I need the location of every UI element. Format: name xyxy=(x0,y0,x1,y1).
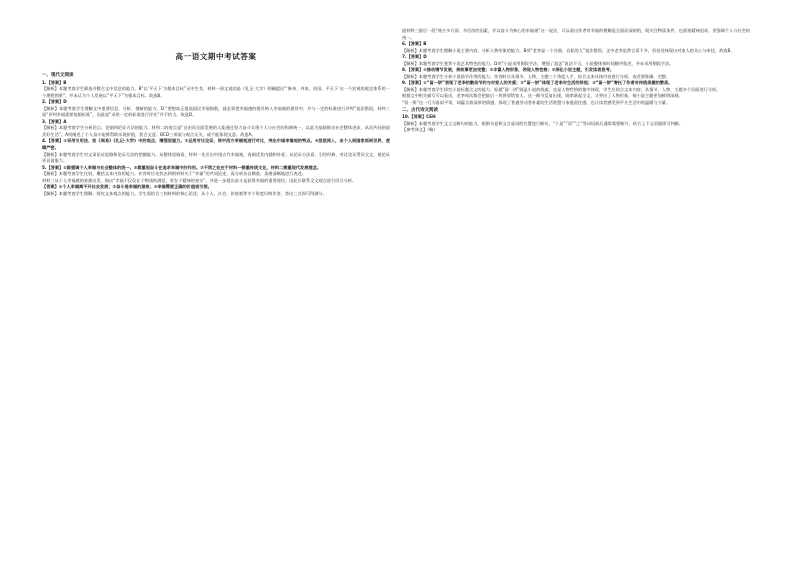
answer-line: 3.【答案】A xyxy=(42,118,67,124)
answer-line: 5.【答案】①都强调个人幸福与社会整体的统一。②都重视奋斗在追求幸福中的作用。③不同之处在于材料一侧重传统文化，材料二侧重现代发展理念。 xyxy=(42,164,321,170)
answer-line: 2.【答案】D xyxy=(42,99,67,105)
page-title: 高一语文期中考试答案 xyxy=(175,52,257,61)
answer-line: 7.【答案】D xyxy=(402,54,427,60)
left-column xyxy=(42,30,390,536)
right-column xyxy=(402,28,750,538)
paragraph: 【解析】本题考查学生理解文中重要信息、分析、推断的能力。D.“要想真正提高国民幸福指数，就必须把幸福感的提升纳入幸福观的建设中，并与一定的标准进行评判”说法错误，材料三说“评判幸福需要依据标准”，因此说“采用一定的标准进行评比”并不恰当。故选D。 xyxy=(42,105,390,118)
paragraph: 【解析】本题考查学生探究小说标题含义的能力。标题“留一饼”既是小说的线索，也是人物性格的集中体现，学生应结合文本内容，从情节、人物、主题多个层面进行分析。 xyxy=(402,86,721,92)
answer-line: 【答案】①个人幸福离不开社会发展；②奋斗是幸福的源泉；③幸福需要正确的价值观引领。 xyxy=(42,184,212,190)
section-heading: 二、古代诗文阅读 xyxy=(402,107,438,113)
answer-line: 10.【答案】CEH xyxy=(402,114,436,120)
paragraph: 材料三从个人幸福感的来源出发，指出“幸福不仅仅在于物质的满足，更在于精神的充实”，并进一步提出奋斗是获得幸福的重要途径。因此应联系全文观点进行综合分析。 xyxy=(42,177,357,183)
answer-line: 4.【答案】①采用引用法，如《周易》《礼记·大学》中的观点，增强说服力。②运用对比论证，将中西方幸福观进行对比，突出中国幸福观的特点。③层层深入，由个人到国家再到世界，逻辑严密。 xyxy=(42,138,390,151)
section-heading: 一、现代文阅读 xyxy=(42,73,74,78)
paragraph: 根据文中相关描写可以看出，老李每次都会把最后一块饼留给家人，这一细节反复出现，既串联起全文，又突出了人物形象，使小说主题更加鲜明深刻。 xyxy=(402,93,683,99)
paragraph: 提材料三最后一段“统合多方面、多层次的因素，并以奋斗为核心的幸福观”这一说法，可以看出作者对幸福的理解是全面而深刻的，既关注物质条件，也重视精神追求，更强调个人与社会的统一。 xyxy=(402,28,750,40)
paragraph: 【解析】本题考查学生理解、探究文本观点的能力。学生需结合三则材料的核心论述，从个人、社会、价值观等多个角度归纳作答，答出三点即可得满分。 xyxy=(42,190,327,196)
paragraph: “留一饼”这一行为看似平常，却蕴含着深厚的情感，体现了普通劳动者朴素的生活智慧与家庭责任感，也让读者感受到平凡生活中的温暖与力量。 xyxy=(402,100,671,106)
paragraph: 【参考译文】（略） xyxy=(402,127,438,133)
paragraph: 【解析】本题考查学生理解小说主要内容、分析人物形象的能力。B项“老李是一个冷漠、自私的人”说法错误，文中老李虽然言语不多，但处处体现出对家人的关心与牵挂，故选B。 xyxy=(402,47,735,53)
answer-line: 6.【答案】B xyxy=(402,41,427,47)
paragraph: 【解析】本题考查学生文言文断句的能力。根据句意和文言虚词的位置进行断句，“于是”“而”“之”等词语前后通常需要断开，结合上下文语境即可判断。 xyxy=(402,120,684,126)
answer-line: 8.【答案】①推动情节发展，使故事更加完整；②丰富人物形象，表现人物性格；③深化小说主题，引发读者思考。 xyxy=(402,67,614,73)
paragraph: 【解析】本题考查学生比较、概括文本内容的能力。作答时应先找出两则材料关于“幸福”的共同论述，再分析各自侧重，条理清晰地进行表述。 xyxy=(42,171,306,177)
paragraph: 【解析】本题考查学生筛选并整合文中信息的能力。B“以‘平天下’为根本目标”无中生有，材料一原文说的是《礼记·大学》明确提出“‘修身、齐家、治国、平天下’这一个宏观的观念体系的一个理想图景”，并未认为个人发展以“平天下”为根本目标。故选B。 xyxy=(42,86,390,98)
paragraph: 【解析】本题考查学生对文章论证思路和论证方法的把握能力。从整体思路看，材料一先引出中国古代幸福观，再阐述其内涵和外延；从论证方法看，引用经典、对比论证贯穿全文，使论证更具说服力。 xyxy=(42,151,390,164)
paragraph: 【解析】本题考查学生分析小说情节作用的能力。作答时应从情节、人物、主题三个角度入手，结合文本具体内容进行分析，表述要准确、完整。 xyxy=(402,73,671,79)
paragraph: 【解析】本题考查学生分析论点、论据和论证方法的能力。材料二的观点是“自由而全面发展的人能通过努力奋斗实现个人与社会的和谐统一，以此为基础推动社会整体进步，从而共同创造美好生活”。A项阐述了个人奋斗能够帮助实现价值，契合文意。BCD三项或与观点无关，或不能体现文意。故选A。 xyxy=(42,125,390,137)
paragraph: 【解析】本题考查学生鉴赏小说艺术特色的能力。D项“小说采用倒叙手法，增强了悬念”说法不当，小说整体按时间顺序叙述，并未采用倒叙手法。 xyxy=(402,60,674,66)
answer-line: 9.【答案】①“留一饼”表现了老李的勤俭节约与对家人的关爱；②“留一饼”体现了老李对生活的珍视；③“留一饼”寄托了作者对传统美德的赞美。 xyxy=(402,80,673,86)
answer-line: 1.【答案】B xyxy=(42,79,67,85)
